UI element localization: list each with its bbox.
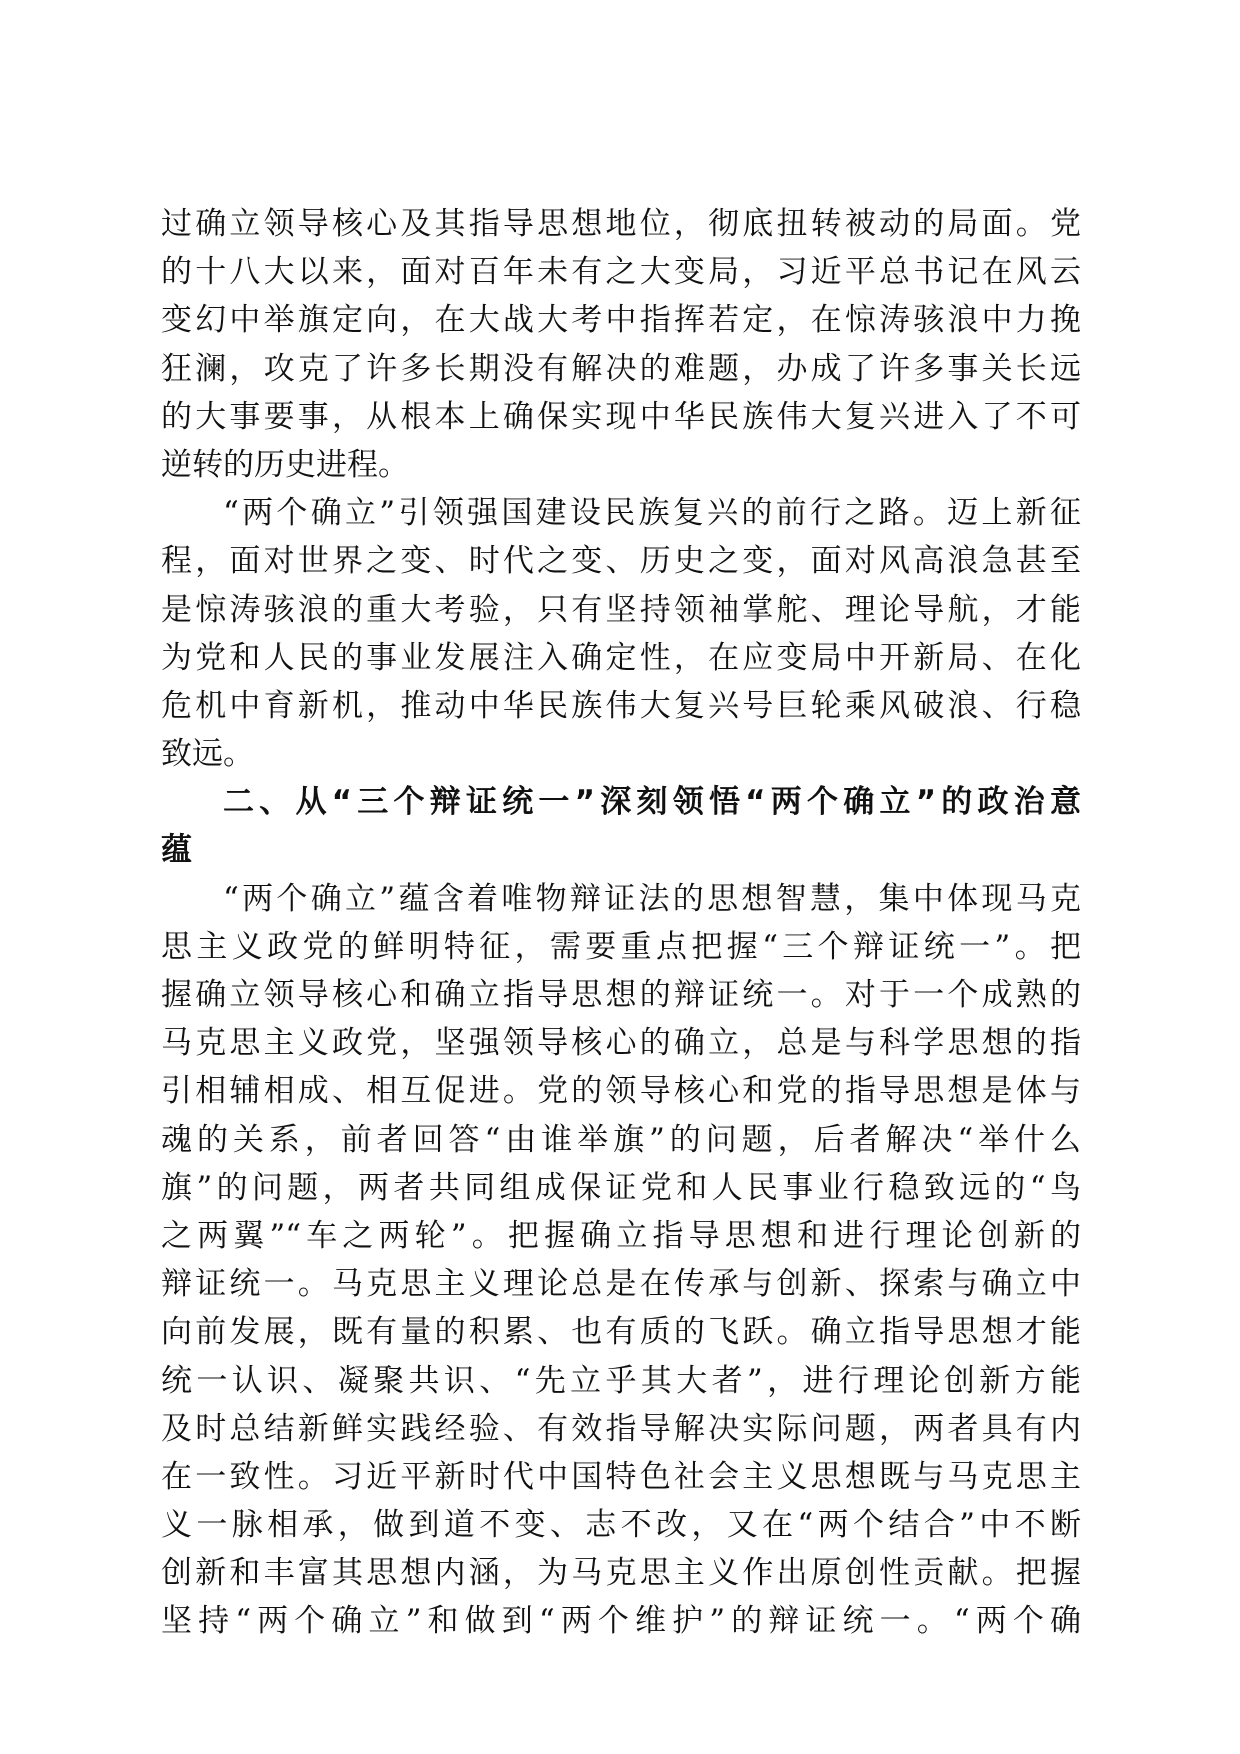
text-line: “两个确立”引领强国建设民族复兴的前行之路。迈上新征 [223,495,1081,532]
text-line: 魂的关系，前者回答“由谁举旗”的问题，后者解决“举什么 [161,1121,1081,1158]
text-line: 握确立领导核心和确立指导思想的辩证统一。对于一个成熟的 [161,977,1081,1013]
text-line: 程，面对世界之变、时代之变、历史之变，面对风高浪急甚至 [161,543,1081,580]
text-line: 引相辅相成、相互促进。党的领导核心和党的指导思想是体与 [161,1073,1081,1110]
text-line: 向前发展，既有量的积累、也有质的飞跃。确立指导思想才能 [161,1314,1081,1351]
text-line: 马克思主义政党，坚强领导核心的确立，总是与科学思想的指 [161,1025,1081,1062]
text-line: 是惊涛骇浪的重大考验，只有坚持领袖掌舵、理论导航，才能 [161,591,1081,628]
text-line: 义一脉相承，做到道不变、志不改，又在“两个结合”中不断 [161,1507,1081,1544]
text-line: 致远。 [161,736,254,773]
text-line: 旗”的问题，两者共同组成保证党和人民事业行稳致远的“鸟 [161,1169,1081,1206]
section-heading: 蕴 [161,832,192,869]
text-line: 之两翼”“车之两轮”。把握确立指导思想和进行理论创新的 [161,1217,1081,1254]
text-line: 及时总结新鲜实践经验、有效指导解决实际问题，两者具有内 [161,1410,1081,1447]
document-body [161,200,1081,1646]
text-line: 为党和人民的事业发展注入确定性，在应变局中开新局、在化 [161,639,1081,676]
text-line: 统一认识、凝聚共识、“先立乎其大者”，进行理论创新方能 [161,1362,1081,1399]
text-line: 狂澜，攻克了许多长期没有解决的难题，办成了许多事关长远 [161,350,1081,387]
text-line: 坚持“两个确立”和做到“两个维护”的辩证统一。“两个确 [161,1603,1081,1640]
text-line: “两个确立”蕴含着唯物辩证法的思想智慧，集中体现马克 [223,880,1081,917]
text-line: 辩证统一。马克思主义理论总是在传承与创新、探索与确立中 [161,1266,1081,1303]
text-line: 逆转的历史进程。 [161,446,409,483]
text-line: 危机中育新机，推动中华民族伟大复兴号巨轮乘风破浪、行稳 [161,687,1081,724]
text-line: 变幻中举旗定向，在大战大考中指挥若定，在惊涛骇浪中力挽 [161,302,1081,339]
text-line: 过确立领导核心及其指导思想地位，彻底扭转被动的局面。党 [161,206,1081,242]
text-line: 的十八大以来，面对百年未有之大变局，习近平总书记在风云 [161,254,1081,291]
text-line: 创新和丰富其思想内涵，为马克思主义作出原创性贡献。把握 [161,1555,1081,1592]
text-line: 的大事要事，从根本上确保实现中华民族伟大复兴进入了不可 [161,398,1081,435]
text-line: 思主义政党的鲜明特征，需要重点把握“三个辩证统一”。把 [161,928,1081,965]
section-heading: 二、从“三个辩证统一”深刻领悟“两个确立”的政治意 [223,784,1081,821]
text-line: 在一致性。习近平新时代中国特色社会主义思想既与马克思主 [161,1458,1081,1495]
